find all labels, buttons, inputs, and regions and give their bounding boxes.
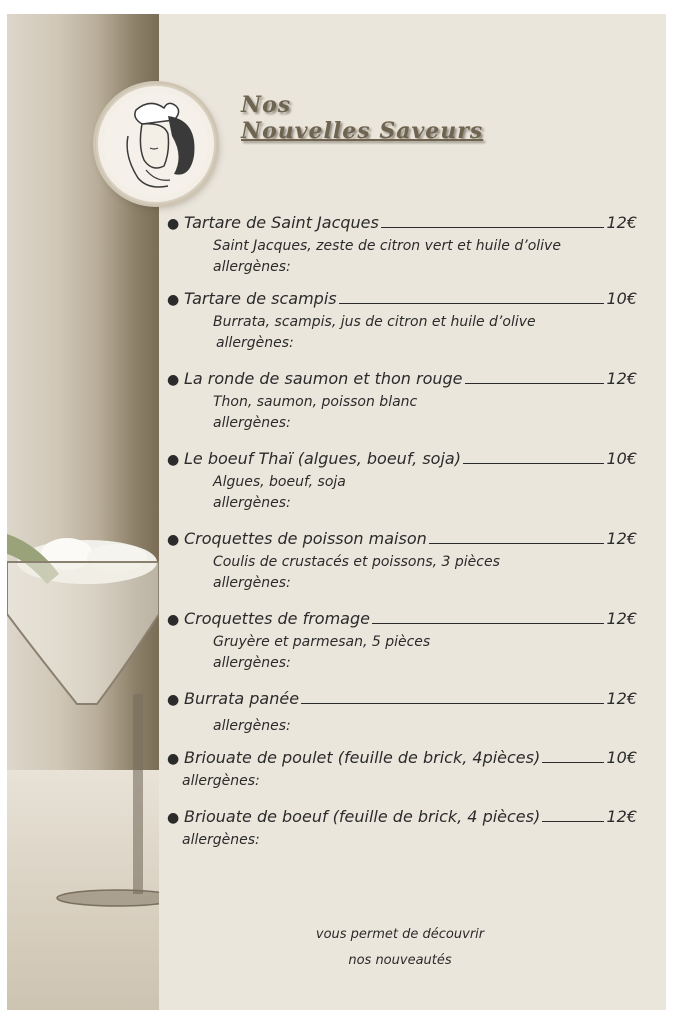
bullet-icon: ● bbox=[167, 292, 180, 308]
dish-description: Coulis de crustacés et poissons, 3 pièces bbox=[213, 554, 500, 570]
dish-allergens: allergènes: bbox=[213, 415, 291, 431]
dish-name: Tartare de Saint Jacques bbox=[184, 213, 379, 232]
menu-page bbox=[7, 14, 666, 1010]
dish-price: 12€ bbox=[606, 689, 637, 708]
title-line-1: Nos bbox=[241, 92, 292, 118]
dish-description: Burrata, scampis, jus de citron et huile d’olive bbox=[213, 314, 536, 330]
bullet-icon: ● bbox=[167, 692, 180, 708]
price-leader bbox=[301, 702, 604, 704]
menu-item bbox=[167, 210, 637, 278]
bullet-icon: ● bbox=[167, 751, 180, 767]
dish-allergens: allergènes: bbox=[182, 773, 260, 789]
menu-list bbox=[167, 210, 637, 851]
dish-description: Thon, saumon, poisson blanc bbox=[213, 394, 418, 410]
dish-price: 10€ bbox=[606, 289, 637, 308]
menu-item bbox=[167, 286, 637, 354]
dish-allergens: allergènes: bbox=[213, 718, 291, 734]
bullet-icon: ● bbox=[167, 452, 180, 468]
dish-allergens: allergènes: bbox=[213, 259, 291, 275]
dish-name: La ronde de saumon et thon rouge bbox=[184, 369, 463, 388]
price-leader bbox=[463, 462, 605, 464]
dish-name: Le boeuf Thaï (algues, boeuf, soja) bbox=[184, 449, 461, 468]
footer-line-1: vous permet de découvrir bbox=[315, 927, 485, 942]
bullet-icon: ● bbox=[167, 532, 180, 548]
dish-allergens: allergènes: bbox=[213, 575, 291, 591]
footer-tagline bbox=[250, 922, 550, 974]
dish-name: Briouate de boeuf (feuille de brick, 4 pièces) bbox=[184, 807, 541, 826]
dish-allergens: allergènes: bbox=[213, 495, 291, 511]
dish-allergens: allergènes: bbox=[213, 655, 291, 671]
dish-price: 12€ bbox=[606, 609, 637, 628]
price-leader bbox=[339, 302, 605, 304]
dish-price: 12€ bbox=[606, 529, 637, 548]
dish-allergens: allergènes: bbox=[216, 335, 294, 351]
dish-price: 10€ bbox=[606, 449, 637, 468]
title-line-2: Nouvelles Saveurs bbox=[241, 118, 484, 144]
bullet-icon: ● bbox=[167, 612, 180, 628]
dish-description: Gruyère et parmesan, 5 pièces bbox=[213, 634, 431, 650]
bullet-icon: ● bbox=[167, 810, 180, 826]
chef-logo-icon bbox=[98, 86, 214, 202]
menu-item bbox=[167, 366, 637, 434]
price-leader bbox=[381, 226, 605, 228]
menu-item bbox=[167, 686, 637, 737]
dish-price: 12€ bbox=[606, 807, 637, 826]
menu-item bbox=[167, 606, 637, 674]
dish-name: Burrata panée bbox=[184, 689, 300, 708]
dish-name: Tartare de scampis bbox=[184, 289, 337, 308]
menu-item bbox=[167, 745, 637, 792]
dish-price: 10€ bbox=[606, 748, 637, 767]
dish-price: 12€ bbox=[606, 213, 637, 232]
menu-item bbox=[167, 446, 637, 514]
dish-allergens: allergènes: bbox=[182, 832, 260, 848]
dish-name: Croquettes de fromage bbox=[184, 609, 370, 628]
dish-price: 12€ bbox=[606, 369, 637, 388]
bullet-icon: ● bbox=[167, 216, 180, 232]
price-leader bbox=[429, 542, 605, 544]
price-leader bbox=[372, 622, 604, 624]
dish-name: Briouate de poulet (feuille de brick, 4pièces) bbox=[184, 748, 541, 767]
price-leader bbox=[465, 382, 605, 384]
dish-description: Algues, boeuf, soja bbox=[213, 474, 346, 490]
dish-name: Croquettes de poisson maison bbox=[184, 529, 427, 548]
price-leader bbox=[542, 820, 604, 822]
footer-line-2: nos nouveautés bbox=[348, 953, 452, 968]
menu-item bbox=[167, 526, 637, 594]
bullet-icon: ● bbox=[167, 372, 180, 388]
dish-description: Saint Jacques, zeste de citron vert et huile d’olive bbox=[213, 238, 561, 254]
price-leader bbox=[542, 761, 604, 763]
chef-logo bbox=[96, 84, 216, 204]
menu-item bbox=[167, 804, 637, 851]
